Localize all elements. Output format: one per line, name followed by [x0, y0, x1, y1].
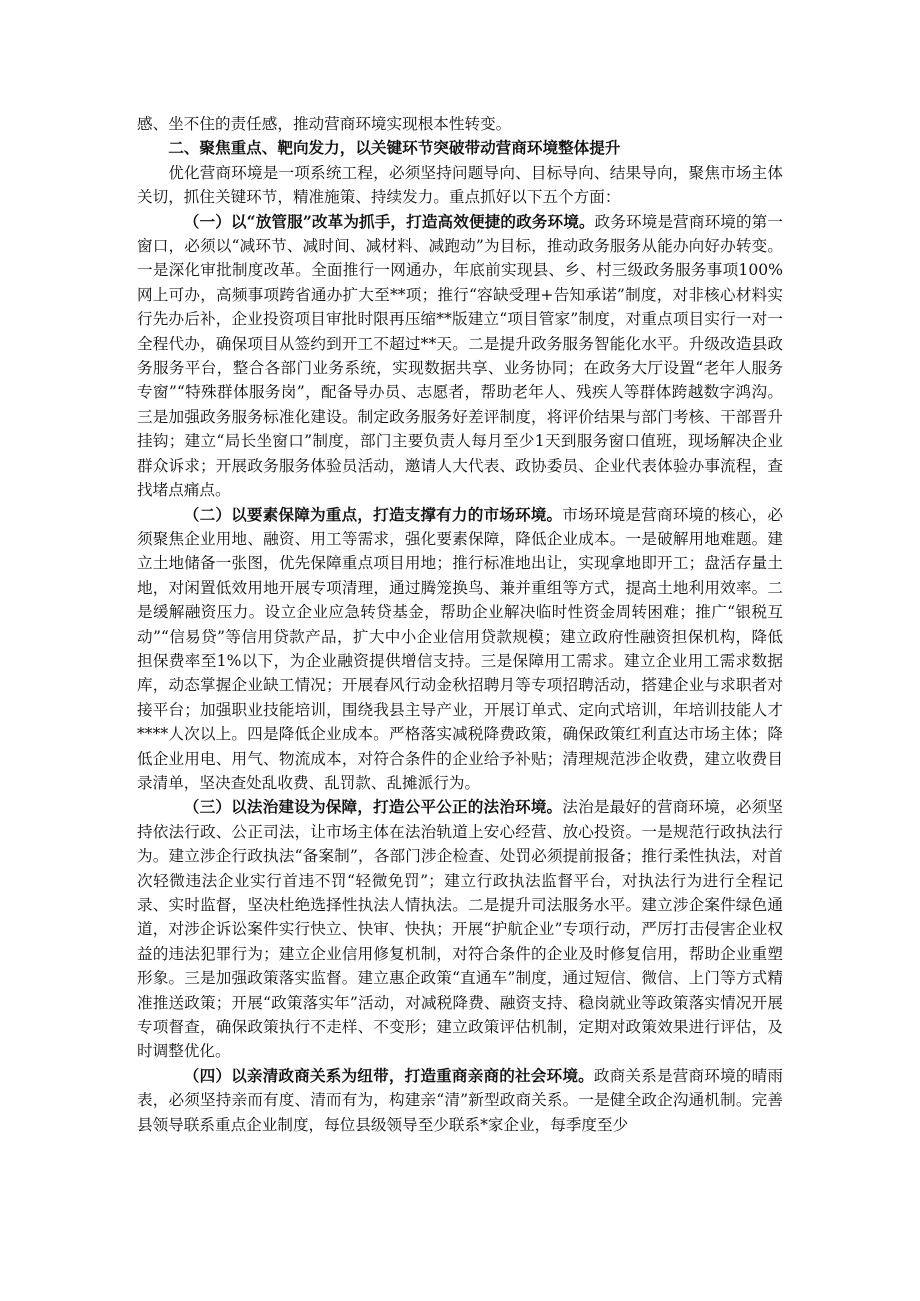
item-lead-4: （四）以亲清政商关系为纽带，打造重商亲商的社会环境。	[183, 1065, 594, 1085]
item-paragraph-3	[137, 795, 783, 1063]
item-paragraph-2	[137, 503, 783, 796]
section-intro-paragraph: 优化营商环境是一项系统工程，必须坚持问题导向、目标导向、结果导向，聚焦市场主体关切，抓住关键环节，精准施策、持续发力。重点抓好以下五个方面：	[137, 163, 783, 207]
section-heading: 二、聚焦重点、靶向发力，以关键环节突破带动营商环境整体提升	[168, 138, 621, 158]
item-paragraph-4	[137, 1064, 783, 1137]
item-body-1: 政务环境是营商环境的第一窗口，必须以“减环节、减时间、减材料、减跑动”为目标，推动政务服务从能办向好办转变。一是深化审批制度改革。全面推行一网通办，年底前实现县、乡、村三级政务服务事项100%网上可办，高频事项跨省通办扩大至**项；推行“容缺受理+告知承诺”制度，对非核心材料实行先办后补，企业投资项目审批时限再压缩**版建立“项目管家”制度，对重点项目实行一对一全程代办，确保项目从签约到开工不超过**天。二是提升政务服务智能化水平。升级改造县政务服务平台，整合各部门业务系统，实现数据共享、业务协同；在政务大厅设置“老年人服务专窗”“特殊群体服务岗”，配备导办员、志愿者，帮助老年人、残疾人等群体跨越数字鸿沟。三是加强政务服务标准化建设。制定政务服务好差评制度，将评价结果与部门考核、干部晋升挂钩；建立“局长坐窗口”制度，部门主要负责人每月至少1天到服务窗口值班，现场解决企业群众诉求；开展政务服务体验员活动，邀请人大代表、政协委员、企业代表体验办事流程，查找堵点痛点。	[137, 212, 783, 500]
item-body-2: 市场环境是营商环境的核心，必须聚焦企业用地、融资、用工等需求，强化要素保障，降低企业成本。一是破解用地难题。建立土地储备一张图，优先保障重点项目用地；推行标准地出让，实现拿地即开工；盘活存量土地，对闲置低效用地开展专项清理，通过腾笼换鸟、兼并重组等方式，提高土地利用效率。二是缓解融资压力。设立企业应急转贷基金，帮助企业解决临时性资金周转困难；推广“银税互动”“信易贷”等信用贷款产品，扩大中小企业信用贷款规模；建立政府性融资担保机构，降低担保费率至1%以下，为企业融资提供增信支持。三是保障用工需求。建立企业用工需求数据库，动态掌握企业缺工情况；开展春风行动金秋招聘月等专项招聘活动，搭建企业与求职者对接平台；加强职业技能培训，围绕我县主导产业，开展订单式、定向式培训，年培训技能人才****人次以上。四是降低企业成本。严格落实减税降费政策，确保政策红利直达市场主体；降低企业用电、用气、物流成本，对符合条件的企业给予补贴；清理规范涉企收费，建立收费目录清单，坚决查处乱收费、乱罚款、乱摊派行为。	[137, 505, 783, 792]
document-body	[137, 112, 783, 1137]
item-lead-1: （一）以“放管服”改革为抓手，打造高效便捷的政务环境。	[183, 211, 595, 231]
item-lead-3: （三）以法治建设为保障，打造公平公正的法治环境。	[183, 797, 563, 817]
item-paragraph-1	[137, 210, 783, 503]
item-body-3: 法治是最好的营商环境，必须坚持依法行政、公正司法，让市场主体在法治轨道上安心经营、放心投资。一是规范行政执法行为。建立涉企行政执法“备案制”，各部门涉企检查、处罚必须提前报备；推行柔性执法，对首次轻微违法企业实行首违不罚“轻微免罚”；建立行政执法监督平台，对执法行为进行全程记录、实时监督，坚决杜绝选择性执法人情执法。二是提升司法服务水平。建立涉企案件绿色通道，对涉企诉讼案件实行快立、快审、快执；开展“护航企业”专项行动，严厉打击侵害企业权益的违法犯罪行为；建立企业信用修复机制，对符合条件的企业及时修复信用，帮助企业重塑形象。三是加强政策落实监督。建立惠企政策“直通车”制度，通过短信、微信、上门等方式精准推送政策；开展“政策落实年”活动，对减税降费、融资支持、稳岗就业等政策落实情况开展专项督查，确保政策执行不走样、不变形；建立政策评估机制，定期对政策效果进行评估，及时调整优化。	[137, 798, 783, 1061]
item-body-4: 政商关系是营商环境的晴雨表，必须坚持亲而有度、清而有为，构建亲“清”新型政商关系。一是健全政企沟通机制。完善县领导联系重点企业制度，每位县级领导至少联系*家企业，每季度至少	[137, 1066, 783, 1134]
carry-over-paragraph: 感、坐不住的责任感，推动营商环境实现根本性转变。	[137, 115, 512, 133]
item-lead-2: （二）以要素保障为重点，打造支撑有力的市场环境。	[183, 504, 563, 524]
